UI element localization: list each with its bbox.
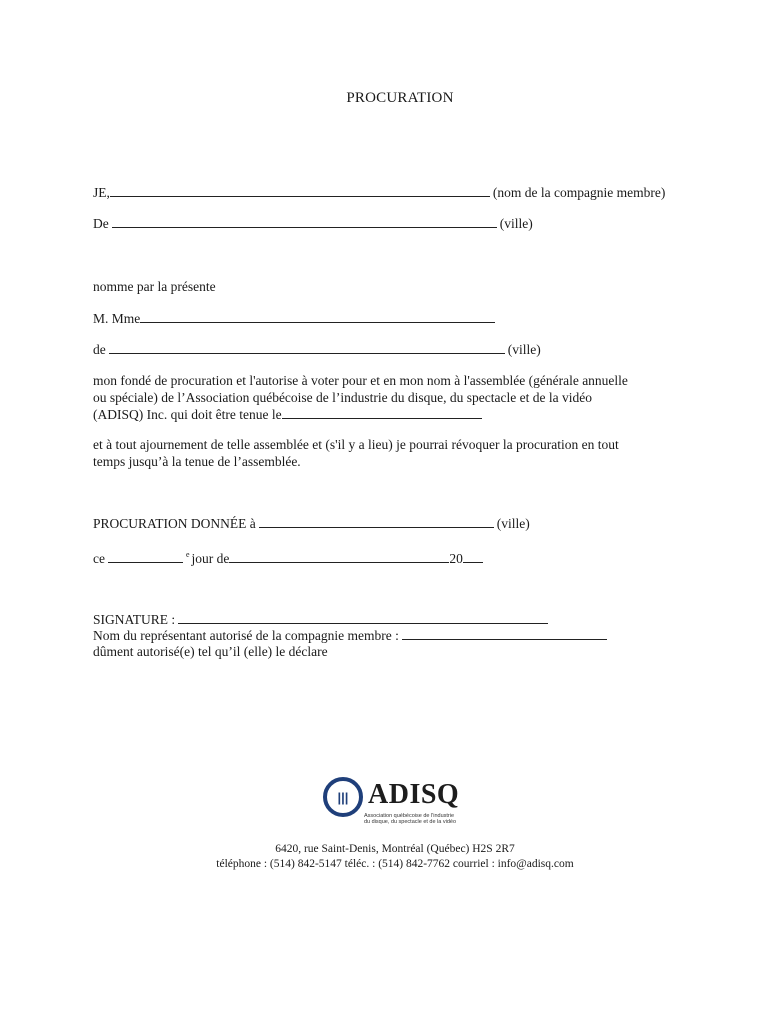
adisq-logo-subtitle xyxy=(364,813,456,825)
company-prefix: JE, xyxy=(93,185,110,200)
date-line xyxy=(93,551,483,569)
rep-name-line xyxy=(93,628,610,644)
adjourn-paragraph xyxy=(93,436,718,470)
city1-prefix: De xyxy=(93,216,109,231)
city2-prefix: de xyxy=(93,342,106,357)
city2-suffix: (ville) xyxy=(507,342,541,357)
rep-name-label: Nom du représentant autorisé de la compagnie membre : xyxy=(93,628,399,643)
given-line xyxy=(93,516,530,532)
representative-prefix: M. Mme xyxy=(93,311,141,326)
day-superscript: e xyxy=(185,550,190,559)
city2-field[interactable] xyxy=(109,342,505,354)
given-prefix: PROCURATION DONNÉE à xyxy=(93,516,256,531)
adisq-logo-mark-icon xyxy=(322,776,366,820)
given-suffix: (ville) xyxy=(496,516,530,531)
adjourn-line-2: temps jusqu’à la tenue de l’assemblée. xyxy=(93,454,301,469)
authority-line-3-text: (ADISQ) Inc. qui doit être tenue le xyxy=(93,407,282,422)
adisq-logo-name: ADISQ xyxy=(368,779,460,810)
city2-line xyxy=(93,342,541,358)
date-prefix: ce xyxy=(93,551,105,566)
date-year: 20 xyxy=(449,551,463,566)
adisq-logo-mark-text: ||| xyxy=(337,790,349,805)
authority-line-1: mon fondé de procuration et l'autorise à voter pour et en mon nom à l'assemblée (générale annuelle xyxy=(93,373,628,388)
appoint-text: nomme par la présente xyxy=(93,279,216,294)
document-title: PROCURATION xyxy=(346,90,454,106)
signature-line xyxy=(93,612,551,628)
adisq-logo-subtitle-line1: Association québécoise de l'industrie xyxy=(364,813,455,819)
declaration-text: dûment autorisé(e) tel qu’il (elle) le déclare xyxy=(93,644,328,659)
authority-paragraph xyxy=(93,372,718,423)
footer-address: 6420, rue Saint-Denis, Montréal (Québec) H2S 2R7 xyxy=(275,843,515,855)
adisq-logo xyxy=(320,776,480,832)
adjourn-line-1: et à tout ajournement de telle assemblée et (s'il y a lieu) je pourrai révoquer la procuration en tout xyxy=(93,437,619,452)
company-line xyxy=(93,185,665,201)
company-suffix: (nom de la compagnie membre) xyxy=(492,185,666,200)
representative-line xyxy=(93,311,498,327)
city1-field[interactable] xyxy=(112,216,497,228)
rep-name-field[interactable] xyxy=(402,628,607,640)
representative-name-field[interactable] xyxy=(140,311,495,323)
year-field[interactable] xyxy=(463,551,483,563)
city1-suffix: (ville) xyxy=(499,216,533,231)
signature-label: SIGNATURE : xyxy=(93,612,176,627)
day-field[interactable] xyxy=(108,551,183,563)
given-city-field[interactable] xyxy=(259,516,494,528)
city1-line xyxy=(93,216,533,232)
signature-field[interactable] xyxy=(178,612,548,624)
footer-contact: téléphone : (514) 842-5147 téléc. : (514) 842-7762 courriel : info@adisq.com xyxy=(216,858,574,870)
adisq-logo-subtitle-line2: du disque, du spectacle et de la vidéo xyxy=(364,819,457,825)
date-middle: jour de xyxy=(191,551,230,566)
meeting-date-field[interactable] xyxy=(282,407,482,419)
authority-line-2: ou spéciale) de l’Association québécoise de l’industrie du disque, du spectacle et de la vidéo xyxy=(93,390,592,405)
company-name-field[interactable] xyxy=(110,185,490,197)
authority-line-3 xyxy=(93,406,718,423)
month-field[interactable] xyxy=(229,551,449,563)
